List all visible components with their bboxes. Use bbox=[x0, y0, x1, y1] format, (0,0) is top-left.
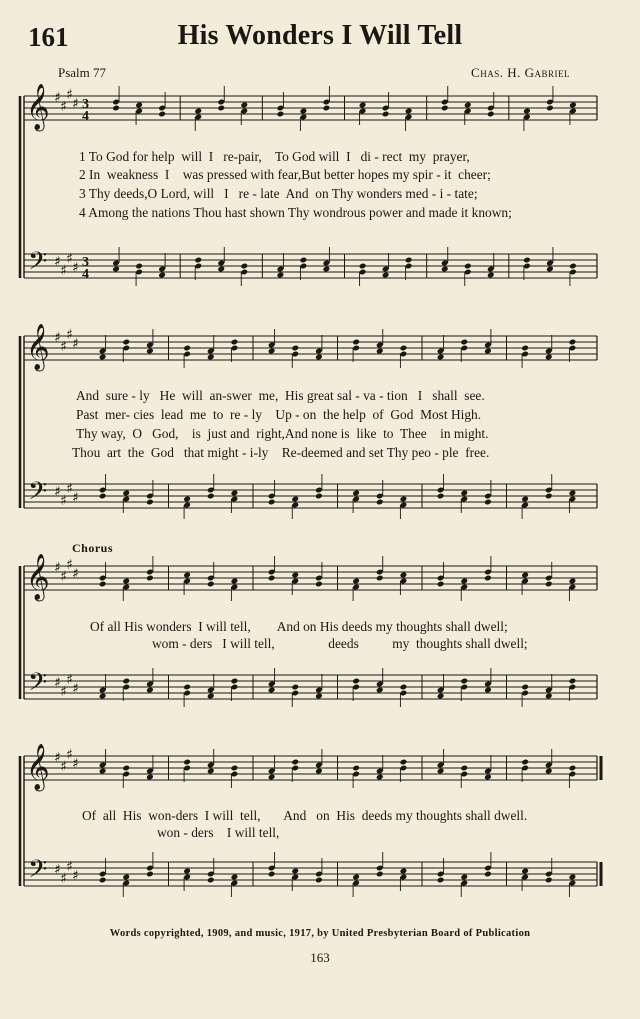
note-head bbox=[231, 339, 239, 346]
note-head bbox=[315, 354, 323, 361]
note-head bbox=[146, 871, 154, 878]
note-head bbox=[545, 693, 553, 700]
note-head bbox=[521, 868, 529, 875]
note-head bbox=[437, 768, 445, 775]
note-head bbox=[484, 348, 492, 355]
bass-key-sharp: ♯ bbox=[66, 481, 73, 497]
note-head bbox=[183, 868, 191, 875]
treble-key-sharp: ♯ bbox=[54, 560, 61, 576]
note-head bbox=[194, 108, 202, 115]
treble-key-sharp: ♯ bbox=[66, 557, 73, 573]
note-head bbox=[268, 774, 276, 781]
note-head bbox=[376, 687, 384, 694]
note-head bbox=[487, 272, 495, 279]
note-head bbox=[268, 871, 276, 878]
note-head bbox=[521, 496, 529, 503]
bass-clef: 𝄢 bbox=[28, 477, 48, 512]
note-head bbox=[231, 765, 239, 772]
note-head bbox=[437, 581, 445, 588]
note-head bbox=[437, 877, 445, 884]
note-head bbox=[484, 499, 492, 506]
bass-key-sharp: ♯ bbox=[54, 484, 61, 500]
note-head bbox=[487, 111, 495, 118]
treble-key-sharp: ♯ bbox=[72, 336, 79, 352]
note-head bbox=[437, 493, 445, 500]
note-head bbox=[146, 774, 154, 781]
copyright-credit: Words copyrighted, 1909, and music, 1917, by United Presbyterian Board of Publication bbox=[109, 928, 531, 939]
verse-4-line-2: Thou art the God that might - i-ly Re-deemed and set Thy peo - ple free. bbox=[72, 445, 490, 460]
treble-key-sharp: ♯ bbox=[66, 327, 73, 343]
note-head bbox=[315, 693, 323, 700]
note-head bbox=[441, 266, 449, 273]
bass-clef: 𝄢 bbox=[28, 855, 48, 890]
note-head bbox=[352, 874, 360, 881]
note-head bbox=[135, 263, 143, 270]
note-head bbox=[183, 345, 191, 352]
chorus-line-2-echo: won - ders I will tell, bbox=[157, 825, 280, 840]
note-head bbox=[268, 687, 276, 694]
chorus-line-2: Of all His won-ders I will tell, And on His deeds my thoughts shall dwell. bbox=[82, 808, 528, 823]
note-head bbox=[240, 102, 248, 109]
note-head bbox=[158, 272, 166, 279]
treble-key-sharp: ♯ bbox=[72, 756, 79, 772]
note-head bbox=[400, 759, 408, 766]
note-head bbox=[464, 263, 472, 270]
note-head bbox=[437, 354, 445, 361]
verse-2-line-2: Past mer- cies lead me to re - ly Up - on the help of God Most High. bbox=[76, 407, 482, 422]
note-head bbox=[460, 874, 468, 881]
bass-key-sharp: ♯ bbox=[66, 859, 73, 875]
note-head bbox=[99, 354, 107, 361]
note-head bbox=[352, 765, 360, 772]
note-head bbox=[291, 572, 299, 579]
text-source: Psalm 77 bbox=[58, 65, 107, 80]
treble-key-sharp: ♯ bbox=[72, 566, 79, 582]
note-head bbox=[460, 678, 468, 685]
note-head bbox=[207, 354, 215, 361]
bass-key-sharp: ♯ bbox=[72, 868, 79, 884]
note-head bbox=[135, 102, 143, 109]
time-signature: 4 bbox=[82, 109, 89, 124]
treble-key-sharp: ♯ bbox=[60, 569, 67, 585]
treble-key-sharp: ♯ bbox=[60, 99, 67, 115]
note-head bbox=[523, 108, 531, 115]
note-head bbox=[569, 765, 577, 772]
note-head bbox=[268, 575, 276, 582]
note-head bbox=[464, 102, 472, 109]
note-head bbox=[99, 877, 107, 884]
bass-key-sharp: ♯ bbox=[72, 260, 79, 276]
time-signature: 3 bbox=[82, 255, 89, 270]
note-head bbox=[352, 339, 360, 346]
time-signature: 4 bbox=[82, 267, 89, 282]
note-head bbox=[207, 768, 215, 775]
note-head bbox=[484, 774, 492, 781]
bass-key-sharp: ♯ bbox=[72, 490, 79, 506]
note-head bbox=[183, 572, 191, 579]
verse-1-line-2: And sure - ly He will an-swer me, His great sal - va - tion I shall see. bbox=[76, 388, 485, 403]
note-head bbox=[484, 687, 492, 694]
note-head bbox=[569, 102, 577, 109]
verse-4-line-1: 4 Among the nations Thou hast shown Thy wondrous power and made it known; bbox=[79, 205, 512, 220]
note-head bbox=[268, 348, 276, 355]
note-head bbox=[521, 759, 529, 766]
note-head bbox=[521, 684, 529, 691]
note-head bbox=[122, 339, 130, 346]
note-head bbox=[315, 493, 323, 500]
note-head bbox=[569, 578, 577, 585]
note-head bbox=[400, 868, 408, 875]
note-head bbox=[112, 266, 120, 273]
composer-credit: Chas. H. Gabriel bbox=[471, 65, 570, 80]
note-head bbox=[400, 345, 408, 352]
note-head bbox=[460, 490, 468, 497]
note-head bbox=[146, 575, 154, 582]
bass-clef: 𝄢 bbox=[28, 247, 48, 282]
note-head bbox=[400, 684, 408, 691]
note-head bbox=[99, 493, 107, 500]
note-head bbox=[376, 774, 384, 781]
note-head bbox=[112, 105, 120, 112]
note-head bbox=[546, 105, 554, 112]
treble-clef: 𝄞 bbox=[26, 744, 50, 790]
treble-key-sharp: ♯ bbox=[54, 90, 61, 106]
treble-key-sharp: ♯ bbox=[66, 747, 73, 763]
treble-clef: 𝄞 bbox=[26, 84, 50, 130]
note-head bbox=[122, 678, 130, 685]
bass-clef: 𝄢 bbox=[28, 668, 48, 703]
note-head bbox=[99, 768, 107, 775]
note-head bbox=[217, 266, 225, 273]
note-head bbox=[569, 874, 577, 881]
note-head bbox=[405, 257, 413, 264]
note-head bbox=[277, 111, 285, 118]
note-head bbox=[300, 108, 308, 115]
note-head bbox=[291, 496, 299, 503]
note-head bbox=[323, 266, 331, 273]
note-head bbox=[291, 345, 299, 352]
note-head bbox=[231, 490, 239, 497]
treble-key-sharp: ♯ bbox=[54, 330, 61, 346]
treble-key-sharp: ♯ bbox=[54, 750, 61, 766]
note-head bbox=[122, 765, 130, 772]
note-head bbox=[437, 693, 445, 700]
note-head bbox=[546, 266, 554, 273]
note-head bbox=[523, 257, 531, 264]
note-head bbox=[569, 263, 577, 270]
note-head bbox=[300, 257, 308, 264]
note-head bbox=[207, 877, 215, 884]
note-head bbox=[315, 877, 323, 884]
note-head bbox=[291, 684, 299, 691]
note-head bbox=[291, 759, 299, 766]
note-head bbox=[122, 874, 130, 881]
verse-2-line-1: 2 In weakness I was pressed with fear,But better hopes my spir - it cheer; bbox=[79, 167, 491, 182]
time-signature: 3 bbox=[82, 97, 89, 112]
note-head bbox=[382, 111, 390, 118]
note-head bbox=[545, 768, 553, 775]
chorus-line-1: Of all His wonders I will tell, And on His deeds my thoughts shall dwell; bbox=[90, 619, 508, 634]
note-head bbox=[569, 678, 577, 685]
note-head bbox=[376, 575, 384, 582]
note-head bbox=[217, 105, 225, 112]
note-head bbox=[194, 257, 202, 264]
note-head bbox=[207, 581, 215, 588]
note-head bbox=[484, 575, 492, 582]
note-head bbox=[359, 263, 367, 270]
note-head bbox=[231, 578, 239, 585]
bass-key-sharp: ♯ bbox=[60, 871, 67, 887]
note-head bbox=[460, 765, 468, 772]
note-head bbox=[231, 678, 239, 685]
bass-key-sharp: ♯ bbox=[60, 684, 67, 700]
note-head bbox=[315, 768, 323, 775]
bass-key-sharp: ♯ bbox=[54, 254, 61, 270]
note-head bbox=[441, 105, 449, 112]
note-head bbox=[352, 490, 360, 497]
note-head bbox=[352, 578, 360, 585]
note-head bbox=[240, 263, 248, 270]
note-head bbox=[569, 339, 577, 346]
note-head bbox=[268, 499, 276, 506]
note-head bbox=[405, 108, 413, 115]
chorus-label: Chorus bbox=[72, 541, 114, 555]
note-head bbox=[382, 272, 390, 279]
note-head bbox=[376, 871, 384, 878]
note-head bbox=[183, 684, 191, 691]
verse-3-line-1: 3 Thy deeds,O Lord, will I re - late And on Thy wonders med - i - tate; bbox=[79, 186, 478, 201]
note-head bbox=[460, 339, 468, 346]
note-head bbox=[545, 493, 553, 500]
note-head bbox=[400, 572, 408, 579]
treble-clef: 𝄞 bbox=[26, 554, 50, 600]
treble-key-sharp: ♯ bbox=[60, 339, 67, 355]
note-head bbox=[521, 572, 529, 579]
note-head bbox=[146, 499, 154, 506]
note-head bbox=[545, 354, 553, 361]
bass-key-sharp: ♯ bbox=[66, 672, 73, 688]
note-head bbox=[158, 111, 166, 118]
bass-key-sharp: ♯ bbox=[54, 675, 61, 691]
page-number: 163 bbox=[310, 950, 330, 965]
note-head bbox=[291, 868, 299, 875]
note-head bbox=[352, 678, 360, 685]
verse-3-line-2: Thy way, O God, is just and right,And none is like to Thee in might. bbox=[76, 426, 489, 441]
note-head bbox=[122, 490, 130, 497]
note-head bbox=[207, 493, 215, 500]
bass-key-sharp: ♯ bbox=[54, 862, 61, 878]
note-head bbox=[376, 348, 384, 355]
treble-key-sharp: ♯ bbox=[72, 96, 79, 112]
note-head bbox=[376, 499, 384, 506]
hymn-title: His Wonders I Will Tell bbox=[177, 20, 463, 51]
note-head bbox=[460, 578, 468, 585]
bass-key-sharp: ♯ bbox=[60, 493, 67, 509]
note-head bbox=[545, 581, 553, 588]
note-head bbox=[183, 496, 191, 503]
note-head bbox=[484, 871, 492, 878]
note-head bbox=[359, 102, 367, 109]
verse-1-line-1: 1 To God for help will I re-pair, To God will I di - rect my prayer, bbox=[79, 149, 470, 164]
treble-key-sharp: ♯ bbox=[66, 87, 73, 103]
note-head bbox=[545, 877, 553, 884]
note-head bbox=[183, 759, 191, 766]
bass-key-sharp: ♯ bbox=[60, 263, 67, 279]
note-head bbox=[315, 581, 323, 588]
note-head bbox=[99, 693, 107, 700]
hymn-number: 161 bbox=[28, 22, 69, 52]
note-head bbox=[99, 581, 107, 588]
treble-clef: 𝄞 bbox=[26, 324, 50, 370]
note-head bbox=[323, 105, 331, 112]
treble-key-sharp: ♯ bbox=[60, 759, 67, 775]
note-head bbox=[122, 578, 130, 585]
note-head bbox=[277, 272, 285, 279]
bass-key-sharp: ♯ bbox=[72, 681, 79, 697]
chorus-line-1-echo: wom - ders I will tell, deeds my thoughts shall dwell; bbox=[152, 636, 528, 651]
note-head bbox=[146, 348, 154, 355]
note-head bbox=[521, 345, 529, 352]
note-head bbox=[400, 496, 408, 503]
note-head bbox=[207, 693, 215, 700]
note-head bbox=[146, 687, 154, 694]
bass-key-sharp: ♯ bbox=[66, 251, 73, 267]
note-head bbox=[231, 874, 239, 881]
note-head bbox=[569, 490, 577, 497]
